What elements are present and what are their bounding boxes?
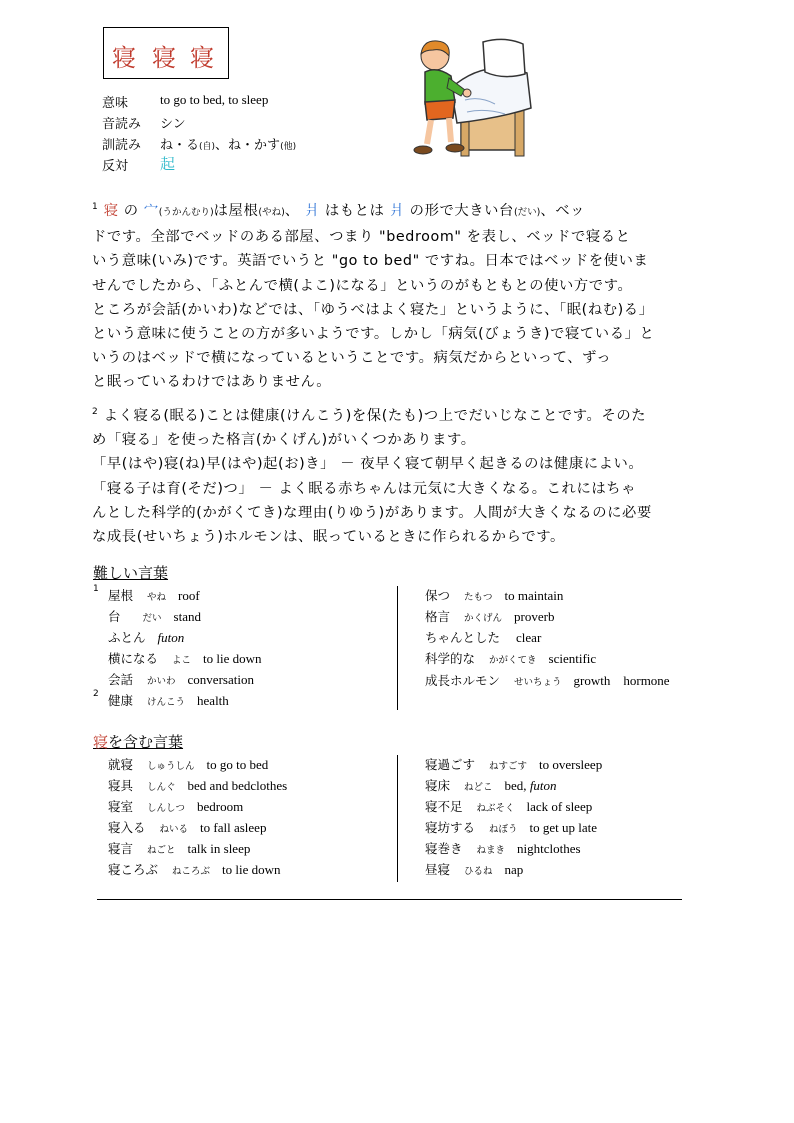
paragraph-2-line-2: め「寝る」を使った格言(かくげん)がいくつかあります。 — [92, 432, 476, 449]
vocab-row: 寝具 しんぐ bed and bedclothes — [108, 778, 288, 793]
paragraph-2-line-3: 「早(はや)寝(ね)早(はや)起(お)き」 － 夜早く寝て朝早く起きるのは健康によい。 — [92, 456, 644, 473]
paragraph-1 — [92, 195, 712, 395]
paragraph-1-line-7: いうのはベッドで横になっているということです。病気だからといって、ずっ — [92, 350, 612, 367]
compound-words-divider — [397, 755, 398, 882]
kanji-form-3: 寝 — [190, 44, 214, 72]
paragraph-2 — [92, 400, 712, 549]
vocab-row: ちゃんとした clear — [425, 630, 542, 645]
vocab-row: 寝入る ねいる to fall asleep — [108, 820, 267, 835]
difficult-words-divider — [397, 586, 398, 710]
vocab-row: 寝言 ねごと talk in sleep — [108, 841, 251, 856]
paragraph-2-line-6: な成長(せいちょう)ホルモンは、眠っているときに作られるからです。 — [92, 529, 565, 546]
vocab-row: 2 健康 けんこう health — [93, 689, 229, 708]
on-reading-value: シン — [160, 117, 186, 132]
kun-reading-label: 訓読み — [102, 138, 142, 153]
vocab-row: 寝坊する ねぼう to get up late — [425, 820, 598, 835]
difficult-words-title: 難しい言葉 — [93, 564, 169, 582]
kanji-forms-box — [103, 27, 229, 79]
kanji-form-1: 寝 — [112, 44, 136, 72]
vocab-row: 保つ たもつ to maintain — [425, 588, 564, 603]
paragraph-2-line-5: んとした科学的(かがくてき)な理由(りゆう)があります。人間が大きくなるのに必要 — [92, 504, 652, 521]
vocab-row: ふとん futon — [108, 630, 185, 645]
paragraph-1-line-1: $^1$ 寝 の 宀(うかんむり)は屋根(やね)、 爿 はもとは 爿 の形で大きい台(だい)、ベッ — [92, 202, 586, 219]
boy-making-bed-illustration — [405, 38, 545, 163]
paragraph-2-line-4: 「寝る子は育(そだ)つ」 － よく眠る赤ちゃんは元気に大きくなる。これにはちゃ — [92, 480, 637, 497]
paragraph-1-line-8: と眠っているわけではありません。 — [92, 374, 332, 391]
bottom-divider — [97, 899, 682, 900]
vocab-row: 台 だい stand — [108, 609, 201, 624]
vocab-row: 寝ころぶ ねころぶ to lie down — [108, 862, 281, 877]
paragraph-2-line-1: $^2$ よく寝る(眠る)ことは健康(けんこう)を保(たも)つ上でだいじなことです。そのた — [92, 407, 647, 424]
paragraph-1-line-2: ドです。全部でベッドのある部屋、つまり "bedroom" を表し、ベッドで寝ると — [92, 229, 631, 246]
paragraph-1-line-6: という意味に使うことの方が多いようです。しかし「病気(びょうき)で寝ている」と — [92, 326, 655, 343]
vocab-row: 横になる よこ to lie down — [108, 651, 262, 666]
kun-reading-value: ね・る(自)、ね・かす(他) — [160, 138, 297, 153]
meaning-value: to go to bed, to sleep — [160, 92, 269, 107]
vocab-row: 寝巻き ねまき nightclothes — [425, 841, 581, 856]
vocab-row: 就寝 しゅうしん to go to bed — [108, 757, 269, 772]
vocab-row: 格言 かくげん proverb — [425, 609, 555, 624]
vocab-row: 1 屋根 やね roof — [93, 584, 200, 603]
vocab-row: 寝室 しんしつ bedroom — [108, 799, 244, 814]
paragraph-1-line-5: ところが会話(かいわ)などでは、「ゆうべはよく寝た」というように、「眠(ねむ)る」 — [92, 301, 654, 318]
paragraph-1-line-3: いう意味(いみ)です。英語でいうと "go to bed" ですね。日本ではベッドを使いま — [92, 253, 649, 270]
vocab-row: 科学的な かがくてき scientific — [425, 651, 597, 666]
kanji-form-2: 寝 — [152, 44, 176, 72]
vocab-row: 成長ホルモン せいちょう growth hormone — [425, 673, 670, 688]
vocab-row: 寝過ごす ねすごす to oversleep — [425, 757, 603, 772]
paragraph-1-line-4: せんでしたから、「ふとんで横(よこ)になる」というのがもともとの使い方です。 — [92, 277, 633, 294]
opposite-value: 起 — [160, 155, 176, 173]
compound-words-title: 寝を含む言葉 — [93, 733, 184, 751]
vocab-row: 寝床 ねどこ bed, futon — [425, 778, 557, 793]
vocab-row: 寝不足 ねぶそく lack of sleep — [425, 799, 593, 814]
meaning-label: 意味 — [102, 96, 129, 111]
vocab-row: 昼寝 ひるね nap — [425, 862, 524, 877]
opposite-label: 反対 — [102, 159, 129, 174]
vocab-row: 会話 かいわ conversation — [108, 672, 254, 687]
on-reading-label: 音読み — [102, 117, 142, 132]
